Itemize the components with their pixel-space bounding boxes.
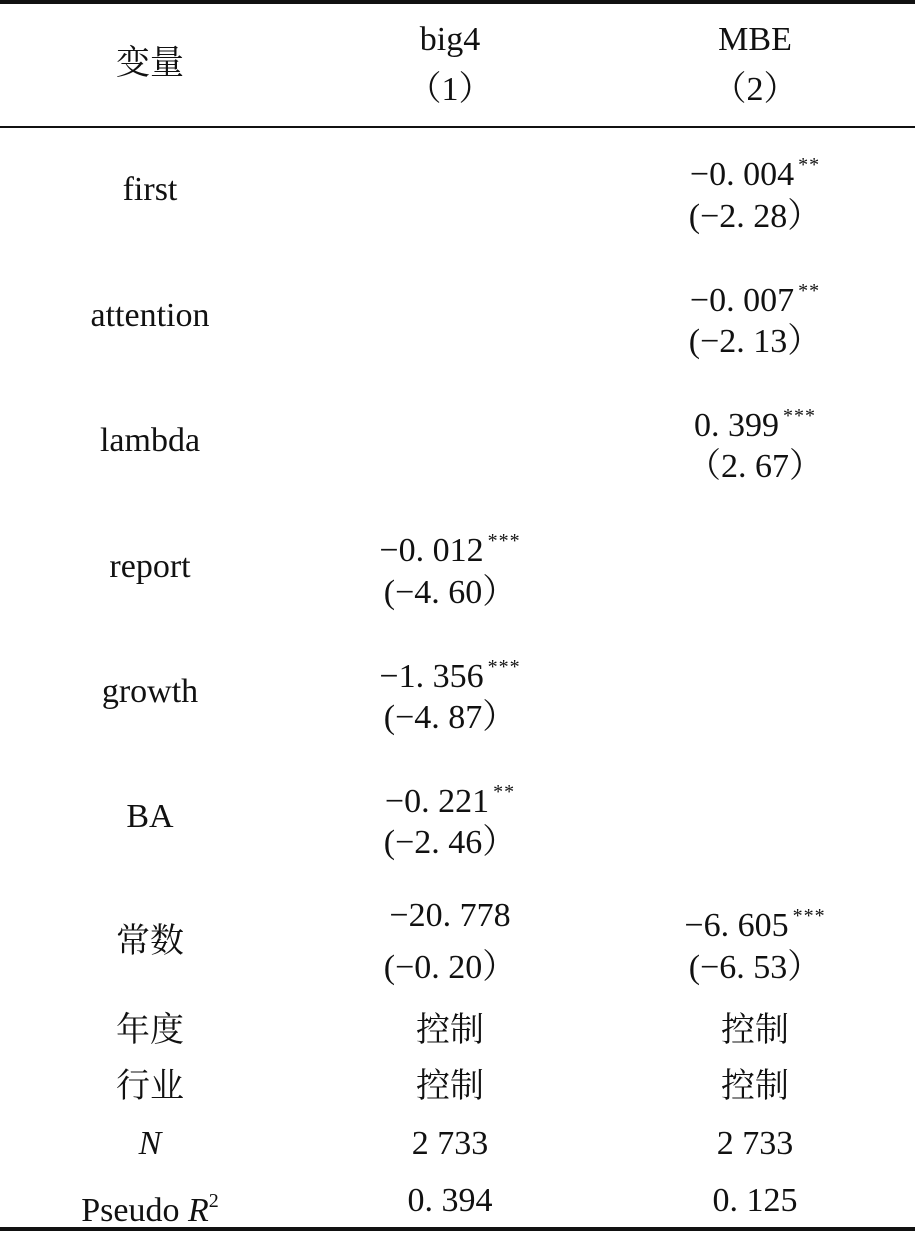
row-label-year: 年度 <box>116 1012 184 1049</box>
constant-col2-tstat: (−6. 53） <box>688 949 822 986</box>
lambda-col2-coef: 0. 399 *** <box>694 405 816 444</box>
growth-col1-coef: −1. 356 *** <box>379 656 521 695</box>
industry-col2: 控制 <box>721 1068 789 1105</box>
pseudo-r2-col1: 0. 394 <box>407 1182 493 1219</box>
header-rule <box>0 126 915 128</box>
row-label-lambda: lambda <box>99 422 201 459</box>
ba-col1-tstat: (−2. 46） <box>383 824 517 861</box>
header-col2-name: MBE <box>718 21 792 58</box>
industry-col1: 控制 <box>416 1068 484 1105</box>
header-col2-number: （2） <box>712 71 798 108</box>
year-col2: 控制 <box>721 1012 789 1049</box>
report-col1-coef: −0. 012 *** <box>379 530 521 569</box>
row-label-pseudo-r2: Pseudo $R^2$ <box>81 1190 219 1229</box>
row-label-growth: growth <box>101 673 199 710</box>
ba-col1-coef: −0. 221 ** <box>384 781 516 820</box>
constant-col2-coef: −6. 605 *** <box>684 905 826 944</box>
row-label-n: N <box>138 1125 162 1162</box>
pseudo-r2-col2: 0. 125 <box>712 1182 798 1219</box>
constant-col1-coef: −20. 778 <box>389 897 511 934</box>
n-col1: 2 733 <box>411 1125 489 1162</box>
header-variable: 变量 <box>116 45 184 82</box>
row-label-industry: 行业 <box>116 1068 184 1105</box>
growth-col1-tstat: (−4. 87） <box>383 699 517 736</box>
report-col1-tstat: (−4. 60） <box>383 574 517 611</box>
lambda-col2-tstat: （2. 67） <box>687 448 823 485</box>
first-col2-coef: −0. 004 ** <box>689 154 821 193</box>
row-label-ba: BA <box>126 798 174 835</box>
first-col2-tstat: (−2. 28） <box>688 198 822 235</box>
attention-col2-coef: −0. 007 ** <box>689 280 821 319</box>
attention-col2-tstat: (−2. 13） <box>688 323 822 360</box>
n-col2: 2 733 <box>716 1125 794 1162</box>
constant-col1-tstat: (−0. 20） <box>383 949 517 986</box>
header-col1-number: （1） <box>407 71 493 108</box>
row-label-constant: 常数 <box>116 923 184 960</box>
header-col1-name: big4 <box>419 21 481 58</box>
row-label-report: report <box>109 548 191 585</box>
row-label-first: first <box>122 171 178 208</box>
row-label-attention: attention <box>90 297 210 334</box>
year-col1: 控制 <box>416 1012 484 1049</box>
top-rule <box>0 0 915 4</box>
